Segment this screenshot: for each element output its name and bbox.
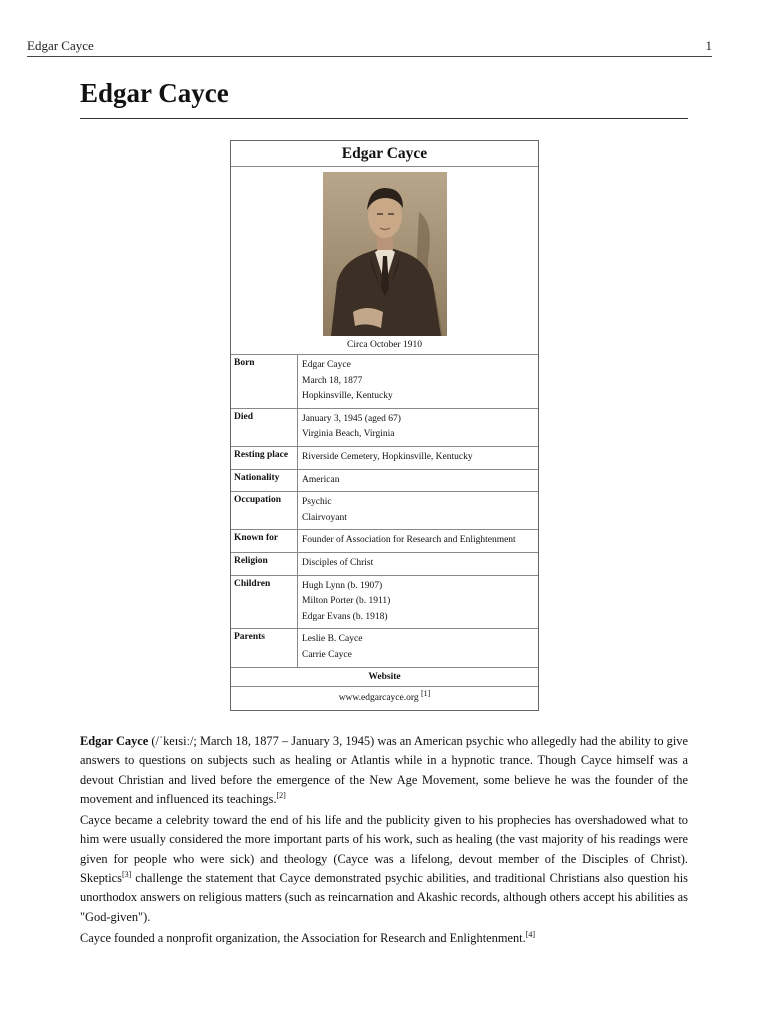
infobox-label: Nationality bbox=[231, 470, 298, 492]
infobox-row-died bbox=[231, 409, 538, 447]
resting-place-value[interactable]: Riverside Cemetery, Hopkinsville, Kentucky bbox=[302, 451, 473, 462]
website-link[interactable]: www.edgarcayce.org bbox=[338, 692, 419, 703]
child-milton-porter: Milton Porter (b. 1911) bbox=[302, 596, 391, 607]
citation-link[interactable]: [1] bbox=[420, 688, 431, 698]
infobox-row-children bbox=[231, 576, 538, 630]
page-number: 1 bbox=[705, 38, 712, 53]
born-name: Edgar Cayce bbox=[302, 360, 351, 370]
subject-name: Edgar Cayce bbox=[80, 734, 149, 748]
infobox-label: Religion bbox=[231, 553, 298, 575]
parent-carrie: Carrie Cayce bbox=[302, 649, 352, 660]
infobox-value bbox=[298, 530, 538, 552]
child-edgar-evans: Edgar Evans (b. 1918) bbox=[302, 611, 388, 622]
infobox-title: Edgar Cayce bbox=[231, 141, 538, 167]
religion-value[interactable]: Disciples of Christ bbox=[302, 557, 374, 568]
citation-link[interactable]: [4] bbox=[525, 929, 536, 939]
infobox-value bbox=[298, 355, 538, 408]
website-cell bbox=[231, 687, 538, 710]
infobox-label: Born bbox=[231, 355, 298, 408]
infobox-value bbox=[298, 492, 538, 529]
page-title: Edgar Cayce bbox=[80, 78, 229, 108]
celebrity-text-b: challenge the statement that Cayce demonstrated psychic abilities, and traditional Christians also question his unorthodox answers on religious matters (such as reincarnation and Akashic records, although others accept his abilities as "God-given"). bbox=[80, 871, 689, 924]
infobox-value bbox=[298, 553, 538, 575]
infobox-label: Resting place bbox=[231, 447, 298, 469]
known-for-value[interactable]: Founder of Association for Research and Enlightenment bbox=[302, 535, 516, 546]
parent-leslie: Leslie B. Cayce bbox=[302, 634, 363, 645]
infobox-row-nationality bbox=[231, 470, 538, 493]
born-place[interactable]: Hopkinsville, Kentucky bbox=[302, 391, 393, 402]
image-caption: Circa October 1910 bbox=[347, 340, 422, 350]
child-hugh-lynn[interactable]: Hugh Lynn (b. 1907) bbox=[302, 580, 383, 591]
infobox-row-religion bbox=[231, 553, 538, 576]
running-title: Edgar Cayce bbox=[27, 38, 94, 53]
organization-text: Cayce founded a nonprofit organization, the Association for Research and Enlightenment. bbox=[80, 930, 526, 945]
born-date[interactable]: March 18, 1877 bbox=[302, 375, 363, 386]
infobox-row-resting-place bbox=[231, 447, 538, 470]
died-date[interactable]: January 3, 1945 (aged 67) bbox=[302, 413, 401, 424]
paragraph-organization bbox=[80, 929, 688, 948]
citation-link[interactable]: [3] bbox=[122, 869, 132, 879]
occupation-clairvoyant[interactable]: Clairvoyant bbox=[302, 512, 347, 523]
infobox-row-born bbox=[231, 355, 538, 409]
died-place[interactable]: Virginia Beach, Virginia bbox=[302, 429, 395, 440]
infobox bbox=[230, 140, 539, 711]
infobox-label: Children bbox=[231, 576, 298, 629]
portrait-photo[interactable] bbox=[323, 172, 447, 336]
infobox-value bbox=[298, 470, 538, 492]
infobox-value bbox=[298, 629, 538, 666]
infobox-label: Parents bbox=[231, 629, 298, 666]
header-divider bbox=[27, 56, 712, 57]
infobox-row-occupation bbox=[231, 492, 538, 530]
infobox-row-parents bbox=[231, 629, 538, 667]
website-heading: Website bbox=[231, 668, 538, 687]
intro-text: (/ˈkeɪsiː/; March 18, 1877 – January 3, 1945) was an American psychic who allegedly had the ability to give answers to questions on subjects such as healing or Atlantis while in a hypnotic trance. Though Cayce himself was a devout Christian and lived before the emergence of the New Age Movement, some believe he was the founder of the movement and influenced its teachings. bbox=[80, 734, 688, 806]
infobox-value bbox=[298, 576, 538, 629]
infobox-label: Died bbox=[231, 409, 298, 446]
infobox-label: Known for bbox=[231, 530, 298, 552]
celebrity-text-a: Cayce became a celebrity toward the end of his life and the publicity given to his prophecies has overshadowed what to him were usually considered the more important parts of his work, such as healing (the vast majority of his readings were given for people who were sick) and theology (Cayce was a lifelong, devout member of the Disciples of Christ). Skeptics bbox=[80, 813, 688, 886]
nationality-value[interactable]: American bbox=[302, 474, 340, 485]
paragraph-celebrity bbox=[80, 811, 688, 927]
infobox-label: Occupation bbox=[231, 492, 298, 529]
infobox-value bbox=[298, 447, 538, 469]
article-body bbox=[80, 732, 688, 950]
infobox-value bbox=[298, 409, 538, 446]
citation-link[interactable]: [2] bbox=[276, 790, 286, 800]
infobox-image-cell bbox=[231, 167, 538, 355]
occupation-psychic[interactable]: Psychic bbox=[302, 497, 332, 508]
title-divider bbox=[80, 118, 688, 119]
infobox-row-known-for bbox=[231, 530, 538, 553]
paragraph-intro bbox=[80, 732, 688, 809]
